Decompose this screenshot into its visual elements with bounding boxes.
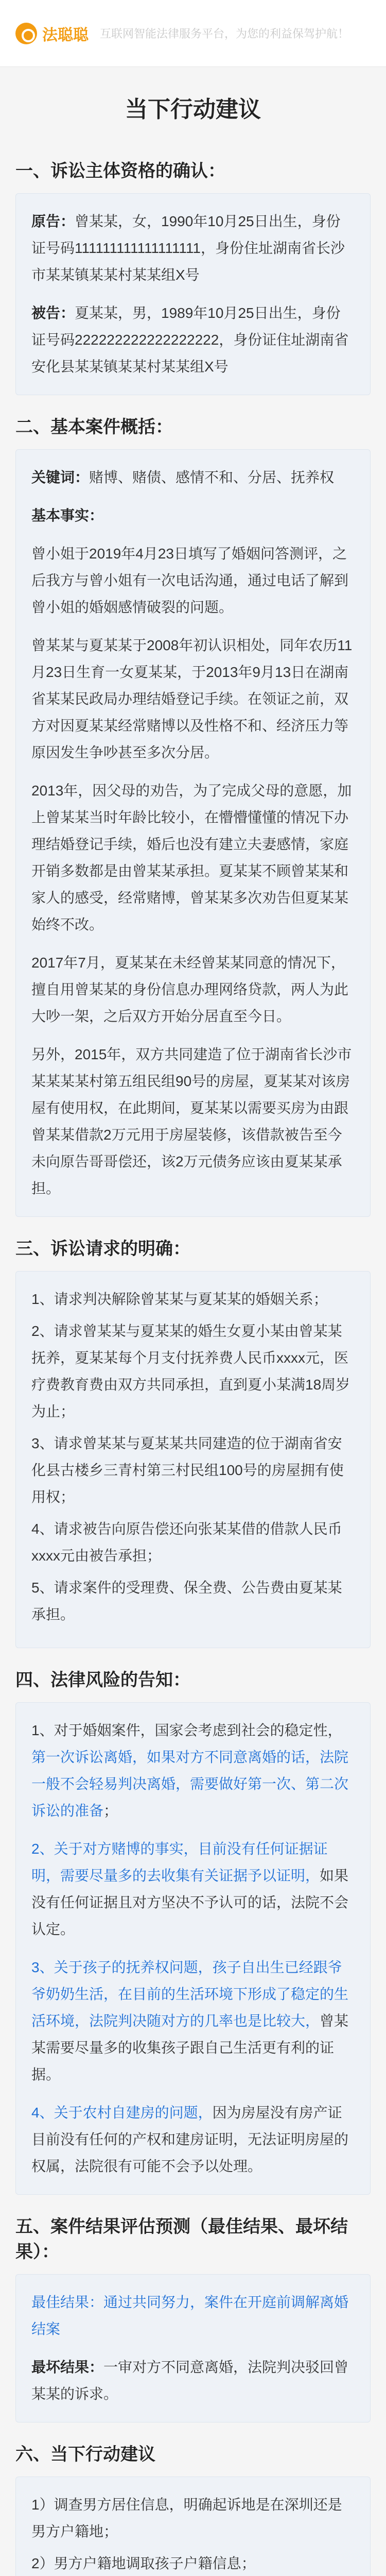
logo xyxy=(15,22,89,45)
facts-label: 基本事实： xyxy=(31,507,104,523)
section-card xyxy=(15,2274,371,2422)
section-title: 三、诉讼请求的明确： xyxy=(15,1239,190,1259)
keywords-paragraph xyxy=(31,464,355,491)
defendant-paragraph xyxy=(31,300,355,380)
section-title: 二、基本案件概括： xyxy=(15,417,173,437)
keywords-label: 关键词： xyxy=(31,469,90,485)
section-title: 四、法律风险的告知： xyxy=(15,1670,190,1690)
fact-paragraph: 2017年7月，夏某某在未经曾某某同意的情况下，擅自用曾某某的身份信息办理网络贷款，两人为此大吵一架，之后双方开始分居直至今日。 xyxy=(31,955,349,1024)
risk-item-1: 1、对于婚姻案件，国家会考虑到社会的稳定性，第一次诉讼离婚，如果对方不同意离婚的话，法院一般不会轻易判决离婚，需要做好第一次、第二次诉讼的准备； xyxy=(31,1722,349,1819)
section-outcome-prediction xyxy=(15,2195,371,2422)
section-card xyxy=(15,1702,371,2195)
fact-paragraph: 曾小姐于2019年4月23日填写了婚姻问答测评，之后我方与曾小姐有一次电话沟通，通过电话了解到曾小姐的婚姻感情破裂的问题。 xyxy=(31,546,349,615)
section-card xyxy=(15,2477,371,2576)
risk-item-3: 3、关于孩子的抚养权问题，孩子自出生已经跟爷爷奶奶生活，在目前的生活环境下形成了稳定的生活环境，法院判决随对方的几率也是比较大，曾某某需要尽量多的收集孩子跟自己生活更有利的证据。 xyxy=(31,1959,349,2082)
section-case-summary xyxy=(15,395,371,1217)
worst-outcome: 最坏结果：一审对方不同意离婚，法院判决驳回曾某某的诉求。 xyxy=(31,2359,349,2402)
page-title: 当下行动建议 xyxy=(125,97,261,122)
section-action-advice xyxy=(15,2422,371,2576)
risk-item-4: 4、关于农村自建房的问题，因为房屋没有房产证目前没有任何的产权和建房证明，无法证明房屋的权属，法院很有可能不会予以处理。 xyxy=(31,2105,349,2174)
risk-item-2: 2、关于对方赌博的事实，目前没有任何证据证明，需要尽量多的去收集有关证据予以证明，如果没有任何证据且对方坚决不予认可的话，法院不会认定。 xyxy=(31,1841,349,1937)
header-bar xyxy=(0,0,386,67)
fact-paragraph: 2013年，因父母的劝告，为了完成父母的意愿，加上曾某某当时年龄比较小，在懵懵懂懂的情况下办理结婚登记手续，婚后也没有建立夫妻感情，家庭开销多数都是由曾某某承担。夏某某不顾曾某某和家人的感受，经常赌博，曾某某多次劝告但夏某某始终不改。 xyxy=(31,783,352,933)
claim-item: 1、请求判决解除曾某某与夏某某的婚姻关系； xyxy=(31,1291,328,1307)
section-card xyxy=(15,1271,371,1648)
section-title: 六、当下行动建议 xyxy=(15,2445,155,2464)
claim-item: 4、请求被告向原告偿还向张某某借的借款人民币xxxx元由被告承担； xyxy=(31,1521,342,1564)
fact-paragraph: 另外，2015年，双方共同建造了位于湖南省长沙市某某某某村第五组民组90号的房屋，夏某某对该房屋有使用权，在此期间，夏某某以需要买房为由跟曾某某借款2万元用于房屋装修，该借款被告至今未向原告哥哥偿还，该2万元债务应该由夏某某承担。 xyxy=(31,1046,352,1196)
section-legal-risks xyxy=(15,1648,371,2195)
action-item: 2）男方户籍地调取孩子户籍信息； xyxy=(31,2555,256,2571)
slogan: 互联网智能法律服务平台，为您的利益保驾护航！ xyxy=(100,27,349,40)
section-card xyxy=(15,193,371,395)
section-title: 五、案件结果评估预测（最佳结果、最坏结果）： xyxy=(15,2217,348,2262)
best-outcome: 最佳结果：通过共同努力，案件在开庭前调解离婚结案 xyxy=(31,2294,349,2337)
action-item: 1）调查男方居住信息，明确起诉地是在深圳还是男方户籍地； xyxy=(31,2497,342,2539)
defendant-label: 被告： xyxy=(31,305,75,321)
claim-item: 2、请求曾某某与夏某某的婚生女夏小某由曾某某抚养，夏某某每个月支付抚养费人民币xxxx元，医疗费教育费由双方共同承担，直到夏小某满18周岁为止； xyxy=(31,1323,350,1419)
plaintiff-paragraph xyxy=(31,208,355,289)
keywords-text: 赌博、赌债、感情不和、分居、抚养权 xyxy=(89,469,335,485)
section-card xyxy=(15,449,371,1217)
fact-paragraph: 曾某某与夏某某于2008年初认识相处，同年农历11月23日生育一女夏某某，于2013年9月13日在湖南省某某民政局办理结婚登记手续。在领证之前，双方对因夏某某经常赌博以及性格不和、经济压力等原因发生争吵甚至多次分居。 xyxy=(31,637,353,760)
section-title: 一、诉讼主体资格的确认： xyxy=(15,161,225,181)
plaintiff-text: 曾某某，女，1990年10月25日出生，身份证号码111111111111111111，身份住址湖南省长沙市某某镇某某村某某组X号 xyxy=(31,213,345,283)
plaintiff-label: 原告： xyxy=(31,213,75,229)
claim-item: 3、请求曾某某与夏某某共同建造的位于湖南省安化县古楼乡三青村第三村民组100号的房屋拥有使用权； xyxy=(31,1435,344,1505)
logo-text: 法聪聪 xyxy=(42,26,89,44)
logo-icon xyxy=(15,23,37,44)
defendant-text: 夏某某，男，1989年10月25日出生，身份证号码222222222222222222，身份证住址湖南省安化县某某镇某某村某某组X号 xyxy=(31,305,349,375)
claim-item: 5、请求案件的受理费、保全费、公告费由夏某某承担。 xyxy=(31,1580,342,1622)
section-claims xyxy=(15,1217,371,1648)
section-subject-qualification xyxy=(15,139,371,395)
